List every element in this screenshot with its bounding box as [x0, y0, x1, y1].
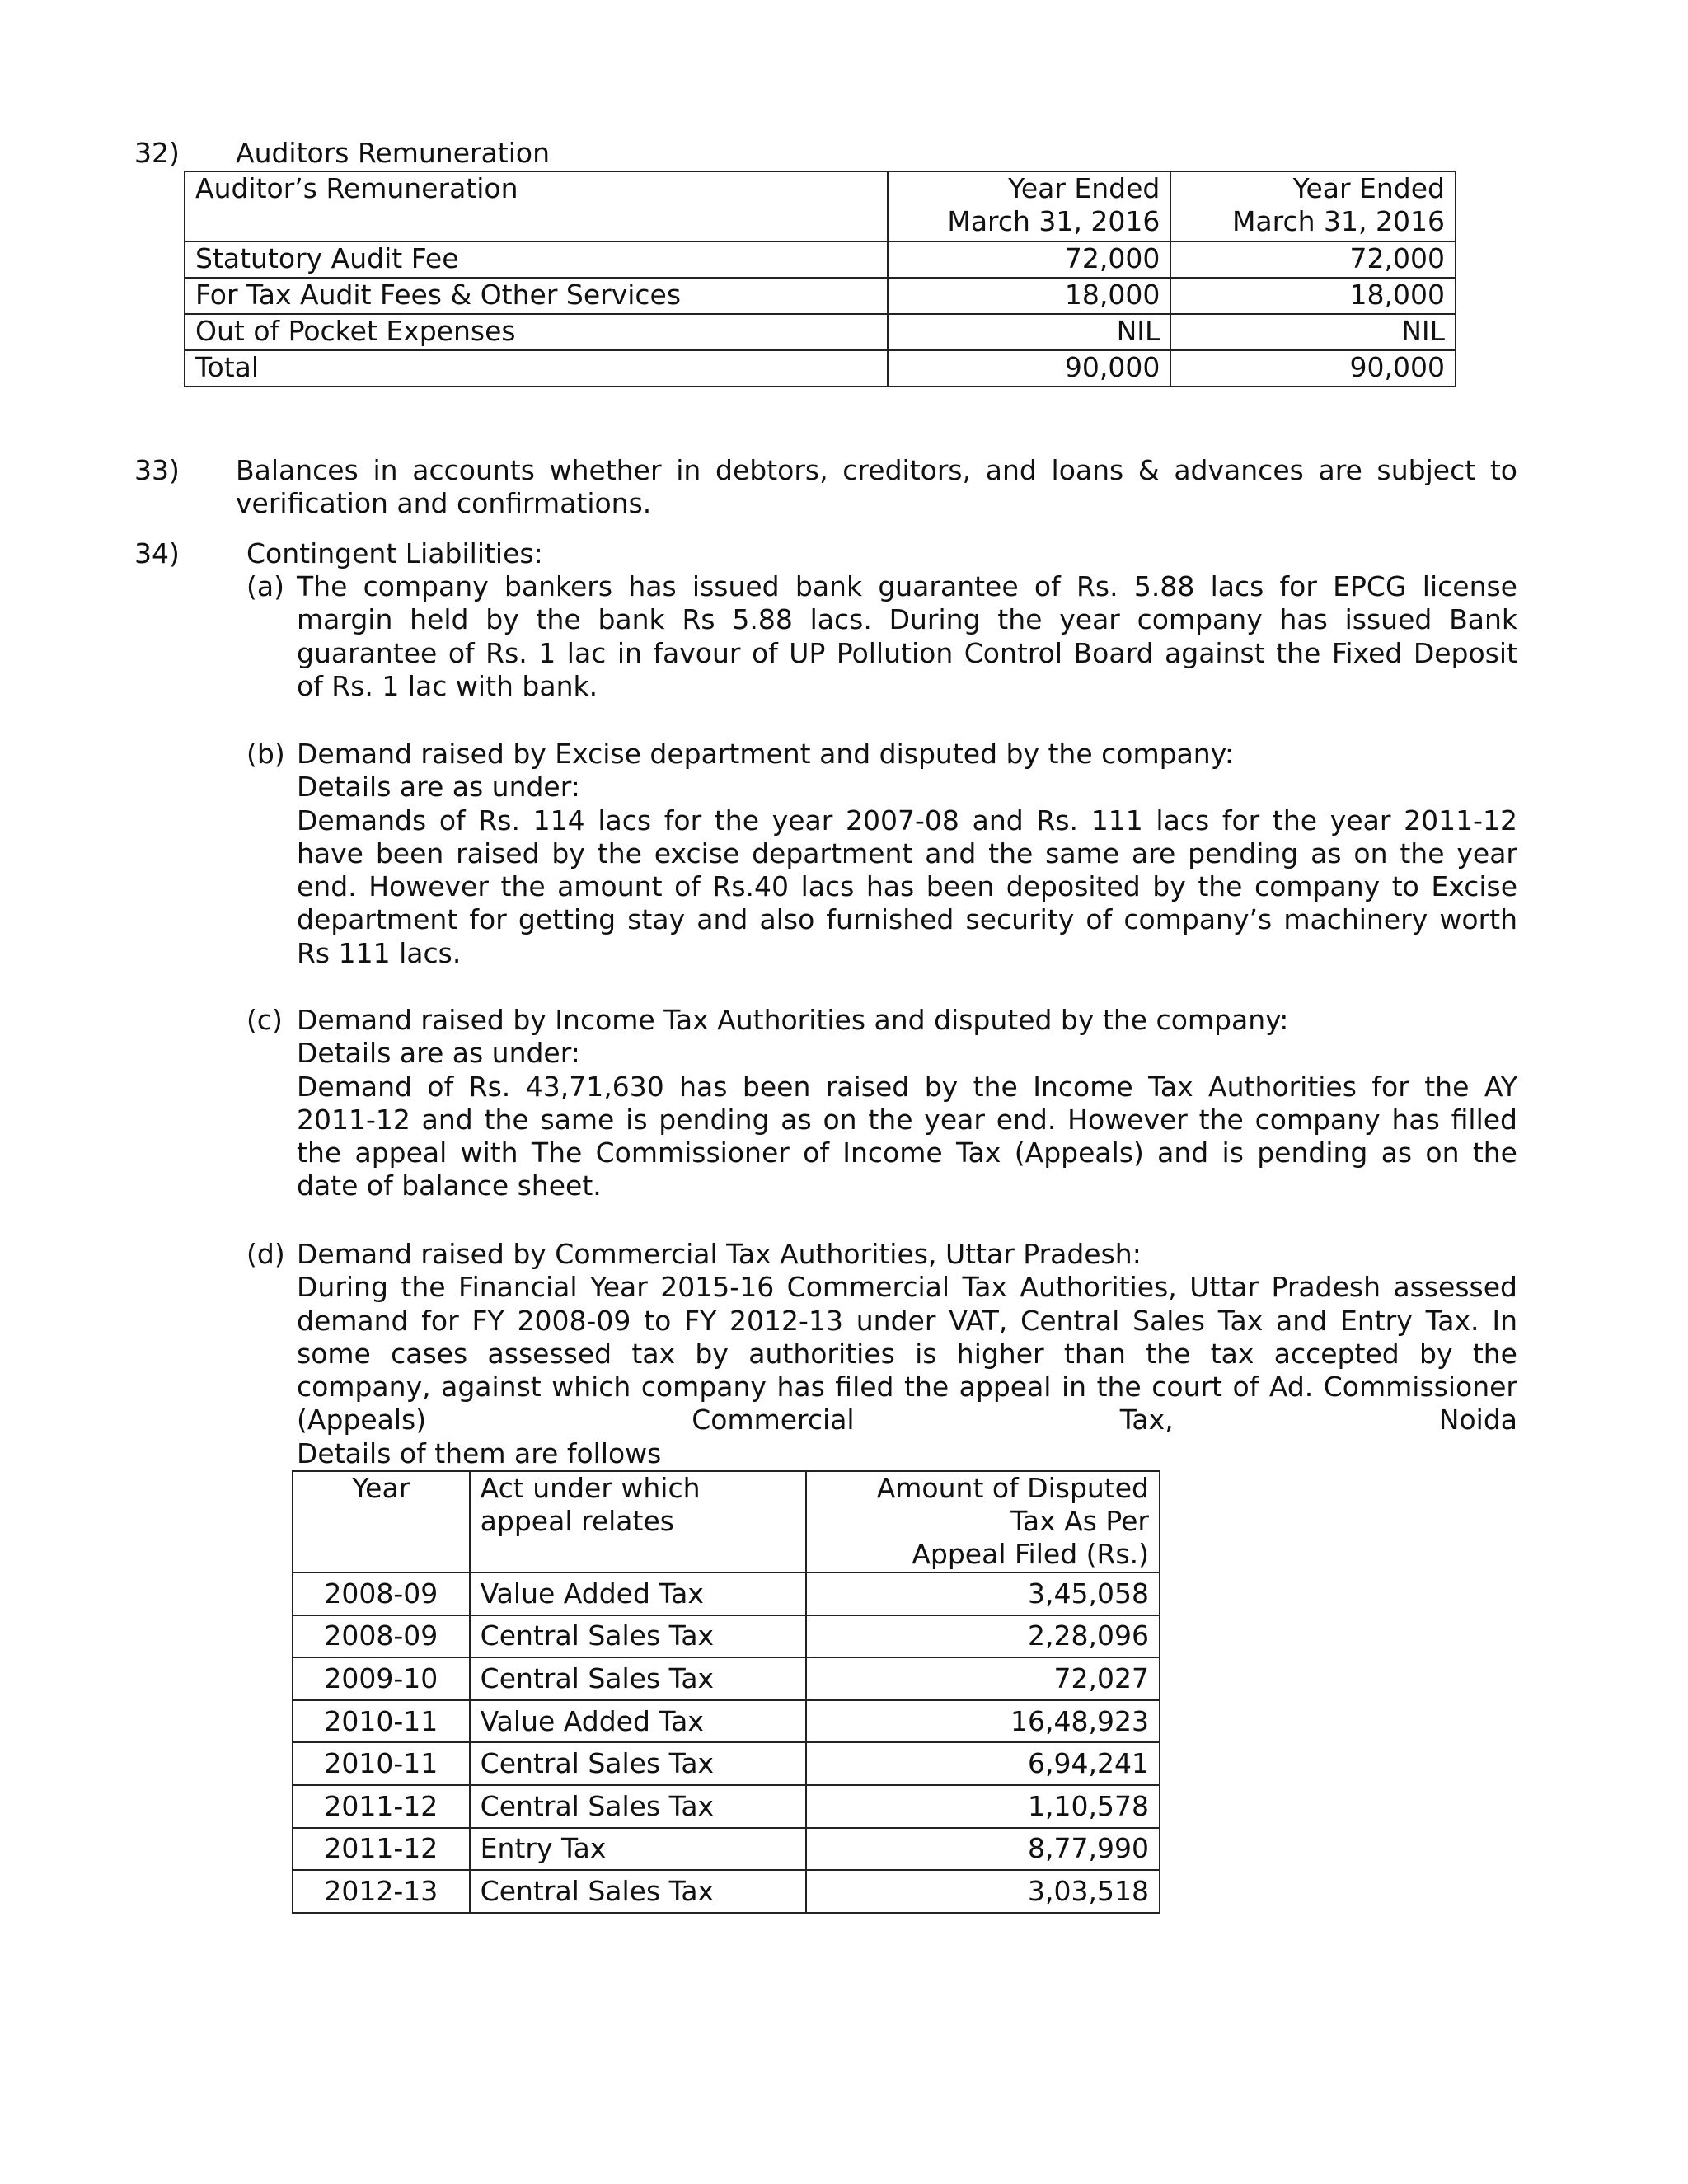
text-line: Demand raised by Commercial Tax Authorities, Uttar Pradesh: [297, 1238, 1142, 1270]
text-line: the appeal with The Commissioner of Income Tax (Appeals) and is pending as on the [297, 1137, 1517, 1169]
cell-act: Central Sales Tax [470, 1870, 806, 1913]
table-header-row [293, 1471, 1160, 1572]
text-line: margin held by the bank Rs 5.88 lacs. During the year company has issued Bank [297, 603, 1517, 636]
disputed-tax-table [292, 1470, 1160, 1914]
item-marker: (d) [246, 1238, 285, 1270]
cell-label: Out of Pocket Expenses [185, 314, 888, 350]
cell-previous: 90,000 [1170, 350, 1456, 387]
header-line: Year Ended [1008, 172, 1160, 204]
text-line: Rs 111 lacs. [297, 936, 462, 969]
cell-act: Value Added Tax [470, 1572, 806, 1615]
header-cell: Auditor’s Remuneration [185, 171, 888, 241]
header-act [470, 1471, 806, 1572]
cell-year: 2008-09 [293, 1615, 470, 1658]
text-line: have been raised by the excise department and the same are pending as on the year [297, 837, 1517, 869]
table-row [293, 1700, 1160, 1743]
table-row [185, 314, 1456, 350]
table-row [293, 1785, 1160, 1828]
text-line: Details of them are follows [297, 1436, 662, 1469]
cell-year: 2008-09 [293, 1572, 470, 1615]
cell-act: Central Sales Tax [470, 1785, 806, 1828]
header-line: Amount of Disputed [876, 1472, 1149, 1504]
cell-amount: 6,94,241 [806, 1742, 1160, 1785]
cell-amount: 8,77,990 [806, 1828, 1160, 1871]
auditors-remuneration-table [184, 171, 1456, 387]
item-marker: (b) [246, 738, 285, 770]
text-line: department for getting stay and also furnished security of company’s machinery worth [297, 903, 1517, 936]
header-line: March 31, 2016 [947, 205, 1160, 237]
item-text [297, 570, 1517, 703]
cell-label: Total [185, 350, 888, 387]
text-line: demand for FY 2008-09 to FY 2012-13 under VAT, Central Sales Tax and Entry Tax. In [297, 1304, 1517, 1337]
cell-year: 2011-12 [293, 1828, 470, 1871]
text-line: verification and confirmations. [236, 487, 652, 520]
text-line: Demands of Rs. 114 lacs for the year 2007-08 and Rs. 111 lacs for the year 2011-12 [297, 804, 1517, 837]
text-line: date of balance sheet. [297, 1169, 602, 1202]
cell-year: 2010-11 [293, 1700, 470, 1743]
text-line: guarantee of Rs. 1 lac in favour of UP Pollution Control Board against the Fixed Deposit [297, 636, 1517, 669]
header-line: Year Ended [1292, 172, 1445, 204]
cell-year: 2011-12 [293, 1785, 470, 1828]
text-line: Demand raised by Income Tax Authorities and disputed by the company: [297, 1004, 1289, 1036]
text-line: some cases assessed tax by authorities is higher than the tax accepted by the [297, 1337, 1517, 1370]
text-line: During the Financial Year 2015-16 Commercial Tax Authorities, Uttar Pradesh assessed [297, 1271, 1517, 1304]
note-34-title: Contingent Liabilities: [246, 537, 543, 569]
table-row [293, 1742, 1160, 1785]
header-line: Appeal Filed (Rs.) [912, 1538, 1149, 1570]
cell-label: Statutory Audit Fee [185, 241, 888, 278]
table-row [293, 1615, 1160, 1658]
cell-label: For Tax Audit Fees & Other Services [185, 278, 888, 314]
cell-previous: 72,000 [1170, 241, 1456, 278]
text-line: (Appeals) Commercial Tax, Noida [297, 1404, 1517, 1436]
cell-previous: 18,000 [1170, 278, 1456, 314]
header-line: appeal relates [480, 1505, 674, 1537]
cell-act: Entry Tax [470, 1828, 806, 1871]
text-line: Demand of Rs. 43,71,630 has been raised by the Income Tax Authorities for the AY [297, 1070, 1517, 1103]
cell-amount: 16,48,923 [806, 1700, 1160, 1743]
header-line: Tax As Per [1010, 1505, 1149, 1537]
header-line: Act under which [480, 1472, 701, 1504]
cell-previous: NIL [1170, 314, 1456, 350]
header-cell [1170, 171, 1456, 241]
cell-act: Central Sales Tax [470, 1615, 806, 1658]
item-text [297, 1238, 1517, 1470]
cell-year: 2009-10 [293, 1657, 470, 1700]
text-line: end. However the amount of Rs.40 lacs has been deposited by the company to Excise [297, 870, 1517, 903]
note-32-number: 32) [134, 137, 180, 169]
item-marker: (a) [246, 570, 284, 602]
item-marker: (c) [246, 1004, 283, 1036]
header-cell [888, 171, 1171, 241]
cell-current: 72,000 [888, 241, 1171, 278]
text-line: company, against which company has filed the appeal in the court of Ad. Commissioner [297, 1371, 1517, 1404]
note-33-text [236, 454, 1517, 521]
cell-act: Central Sales Tax [470, 1657, 806, 1700]
table-row [185, 241, 1456, 278]
header-line: March 31, 2016 [1231, 205, 1445, 237]
cell-amount: 3,03,518 [806, 1870, 1160, 1913]
table-row [185, 278, 1456, 314]
text-line: The company bankers has issued bank guarantee of Rs. 5.88 lacs for EPCG license [297, 570, 1517, 602]
table-row [293, 1870, 1160, 1913]
table-row [185, 350, 1456, 387]
cell-amount: 3,45,058 [806, 1572, 1160, 1615]
header-amount [806, 1471, 1160, 1572]
text-line: Details are as under: [297, 771, 580, 804]
cell-amount: 2,28,096 [806, 1615, 1160, 1658]
note-33-number: 33) [134, 454, 180, 486]
cell-current: NIL [888, 314, 1171, 350]
cell-amount: 72,027 [806, 1657, 1160, 1700]
text-line: 2011-12 and the same is pending as on the year end. However the company has filled [297, 1103, 1517, 1136]
cell-amount: 1,10,578 [806, 1785, 1160, 1828]
table-row [293, 1657, 1160, 1700]
item-text [297, 1004, 1517, 1203]
text-line: Details are as under: [297, 1037, 580, 1070]
cell-year: 2012-13 [293, 1870, 470, 1913]
text-line: Balances in accounts whether in debtors, creditors, and loans & advances are subject to [236, 454, 1517, 486]
table-row [293, 1572, 1160, 1615]
text-line: Demand raised by Excise department and disputed by the company: [297, 738, 1234, 770]
note-34-number: 34) [134, 537, 180, 569]
cell-year: 2010-11 [293, 1742, 470, 1785]
text-line: of Rs. 1 lac with bank. [297, 669, 598, 702]
cell-current: 18,000 [888, 278, 1171, 314]
header-year: Year [293, 1471, 470, 1572]
table-header-row [185, 171, 1456, 241]
cell-current: 90,000 [888, 350, 1171, 387]
note-32-title: Auditors Remuneration [236, 137, 551, 169]
cell-act: Value Added Tax [470, 1700, 806, 1743]
item-text [297, 738, 1517, 970]
table-row [293, 1828, 1160, 1871]
cell-act: Central Sales Tax [470, 1742, 806, 1785]
